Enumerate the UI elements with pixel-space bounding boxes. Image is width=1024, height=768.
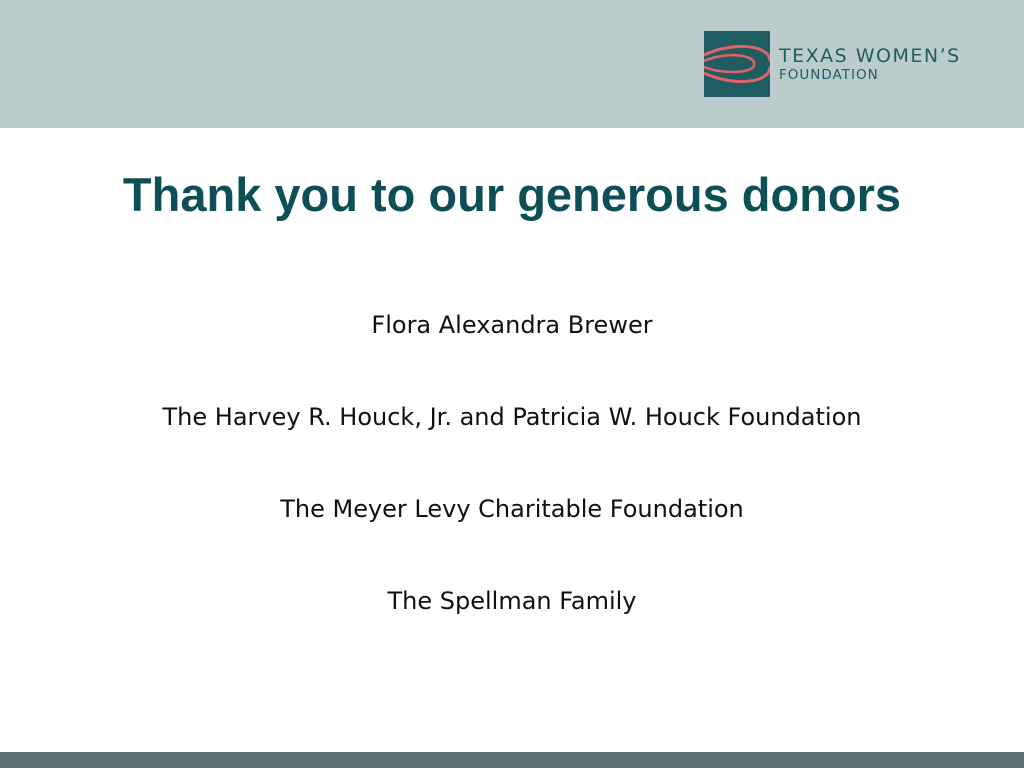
texas-womens-foundation-logo bbox=[704, 31, 961, 97]
footer-band bbox=[0, 752, 1024, 768]
logo-text-line2: FOUNDATION bbox=[779, 66, 879, 83]
logo-text-line1: TEXAS WOMEN’S bbox=[779, 44, 961, 67]
header-band bbox=[0, 0, 1024, 128]
donor-item: The Harvey R. Houck, Jr. and Patricia W. Houck Foundation bbox=[162, 403, 862, 431]
donor-item: The Meyer Levy Charitable Foundation bbox=[280, 495, 744, 523]
donor-item: The Spellman Family bbox=[387, 587, 637, 615]
slide-title: Thank you to our generous donors bbox=[122, 168, 902, 221]
logo-wordmark bbox=[779, 46, 961, 83]
swirl-logo-icon bbox=[704, 31, 770, 97]
donor-item: Flora Alexandra Brewer bbox=[371, 311, 653, 339]
